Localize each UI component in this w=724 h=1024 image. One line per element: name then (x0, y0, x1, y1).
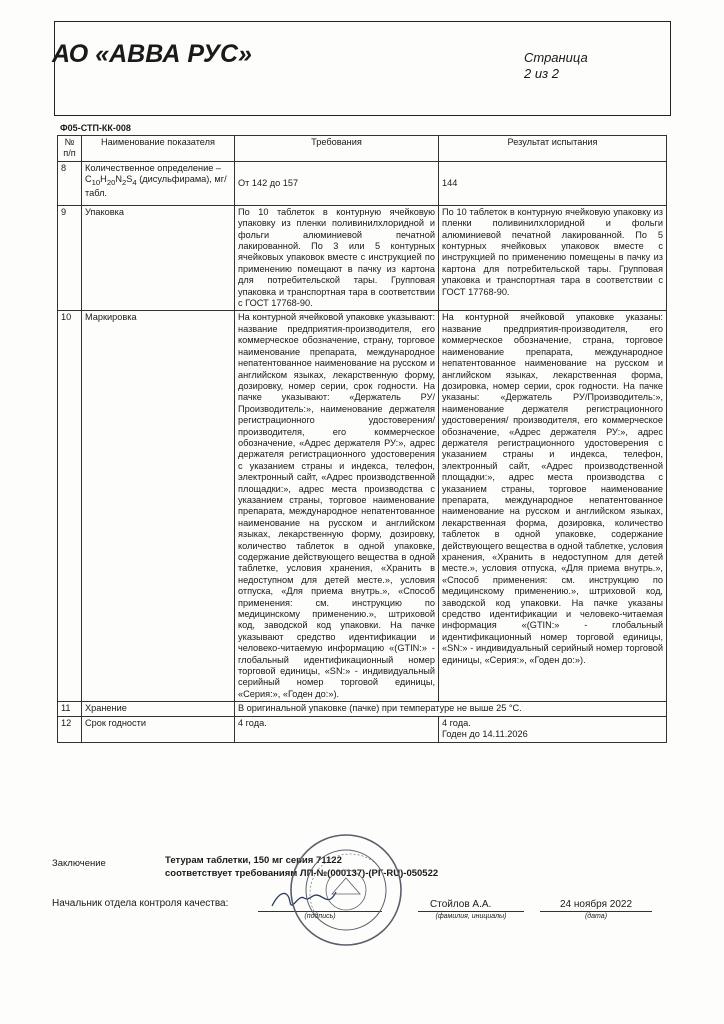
page-label: Страница (524, 50, 588, 65)
table-row (58, 205, 667, 311)
formula-text: S (126, 174, 133, 185)
page-number: 2 из 2 (524, 66, 559, 81)
row-name: Маркировка (82, 311, 235, 702)
row-requirement: На контурной ячейковой упаковке указывают: название предприятия-производителя, его коммерческое обозначение, страну, торговое наименование препарата, международное непатентованное наименование на русском и английском языках, лекарственную форму, дозировку, номер серии, срок годности. На пачке указывают: «Держатель РУ/Производитель:», наименование держателя регистрационного удостоверения/ производителя, его коммерческое обозначение, «Адрес держателя РУ:», адрес держателя регистрационного удостоверения с указанием страны и индекса, телефон, электронный сайт, «Адрес производственной площадки:», адрес места производства с указанием страны, торговое наименование препарата, международное непатентованное наименование на русском и английском языках, лекарственную форму, дозировку, количество таблеток в одной упаковке, содержание действующего вещества в одной таблетке, условия хранения, «Хранить в недоступном для детей месте.», условия отпуска, «Для приема внутрь.», «Способ применения: см. инструкцию по медицинскому применению.», штриховой код, заводской код упаковки. На пачке указывают средство идентификации и человеко-читаемую информацию «(GTIN:» - глобальный идентификационный номер торговой единицы, «SN:» - индивидуальный серийный номер торговой единицы, «Серия:», «Годен до:»). (235, 311, 439, 702)
result-line: Годен до 14.11.2026 (442, 729, 528, 740)
row-result (439, 716, 667, 742)
row-result: По 10 таблеток в контурную ячейковую упаковку из пленки поливинилхлоридной и фольги алюминиевой печатной лакированной. По 5 контурных ячейковых упаковок вместе с инструкцией по применению помещены в пачку из картона для потребительской тары. Групповая упаковка и транспортная тара в соответствии с ГОСТ 17768-90. (439, 205, 667, 311)
date-caption: (дата) (584, 913, 608, 920)
form-code: Ф05-СТП-КК-008 (60, 123, 131, 133)
formula-text: N (115, 174, 122, 185)
formula-sub: 2 (121, 178, 127, 188)
row-name: Хранение (82, 702, 235, 716)
header-name: Наименование показателя (82, 136, 235, 162)
company-name: АО «АВВА РУС» (52, 40, 252, 68)
row-num: 9 (58, 205, 82, 311)
row-name: Упаковка (82, 205, 235, 311)
date-line (540, 911, 652, 912)
formula-text: Количественное определение – C (85, 162, 221, 185)
table-row (58, 161, 667, 205)
conclusion-label: Заключение (52, 858, 106, 869)
formula-sub: 10 (91, 178, 101, 188)
conclusion-line-2: соответствует требованиям ЛП-№(000137)-(РГ-RU)-050522 (165, 868, 439, 879)
header-result: Результат испытания (439, 136, 667, 162)
row-num: 10 (58, 311, 82, 702)
table-row (58, 716, 667, 742)
row-result: На контурной ячейковой упаковке указаны: название предприятия-производителя, его коммерческое обозначение, страна, торговое наименование препарата, международное непатентованное наименование на русском и английском языках, лекарственная форма, дозировка, номер серии, срок годности. На пачке указаны: «Держатель РУ/Производитель:», наименование держателя регистрационного удостоверения/ производителя, его коммерческое обозначение, «Адрес держателя РУ:», адрес держателя регистрационного удостоверения с указанием страны и индекса, телефон, электронный сайт, «Адрес производственной площадки:», адрес места производства с указанием страны, торговое наименование препарата, международное непатентованное наименование на русском и английском языках, лекарственная форма, дозировка, количество таблеток в одной упаковке, содержание действующего вещества в одной таблетке, условия хранения, «Хранить в недоступном для детей месте.», условия отпуска, «Для приема внутрь.», «Способ применения: см. инструкцию по медицинскому применению.», штриховой код, заводской код упаковки. На пачке указаны средство идентификации и человеко-читаемая информация «(GTIN:» - глобальный идентификационный номер торговой единицы, «SN:» - индивидуальный серийный номер торговой единицы, «Серия:», «Годен до:»). (439, 311, 667, 702)
formula-sub: 4 (132, 178, 137, 188)
row-num: 8 (58, 161, 82, 205)
row-name (82, 161, 235, 205)
table-header-row (58, 136, 667, 162)
name-line (418, 911, 524, 912)
result-line: 4 года. (442, 717, 471, 728)
row-storage-text: В оригинальной упаковке (пачке) при температуре не выше 25 °С. (235, 702, 667, 716)
conclusion-line-1: Тетурам таблетки, 150 мг серия 71122 (165, 855, 342, 866)
row-requirement: От 142 до 157 (235, 161, 439, 205)
header-requirements: Требования (235, 136, 439, 162)
results-table (57, 135, 667, 743)
formula-text: (дисульфирама), мг/табл. (85, 174, 227, 199)
row-requirement: 4 года. (235, 716, 439, 742)
row-num: 12 (58, 716, 82, 742)
signatory-position: Начальник отдела контроля качества: (52, 898, 229, 909)
sign-date: 24 ноября 2022 (560, 899, 633, 910)
row-num: 11 (58, 702, 82, 716)
row-requirement: По 10 таблеток в контурную ячейковую упаковку из пленки поливинилхлоридной и фольги алюминиевой печатной лакированной. По 3 или 5 контурных ячейковых упаковок вместе с инструкцией по применению помещают в пачку из картона для потребительской тары. Групповая упаковка и транспортная тара в соответствии с ГОСТ 17768-90. (235, 205, 439, 311)
round-stamp (288, 832, 404, 948)
table-row (58, 702, 667, 716)
formula-text: H (100, 174, 107, 185)
table-row (58, 311, 667, 702)
formula-sub: 20 (106, 178, 116, 188)
row-result: 144 (439, 161, 667, 205)
name-caption: (фамилия, инициалы) (435, 913, 507, 920)
header-num: № п/п (58, 136, 82, 162)
signatory-name: Стойлов А.А. (430, 899, 492, 910)
row-name: Срок годности (82, 716, 235, 742)
signature-caption: (подпись) (304, 913, 336, 920)
page-indicator (524, 50, 588, 82)
